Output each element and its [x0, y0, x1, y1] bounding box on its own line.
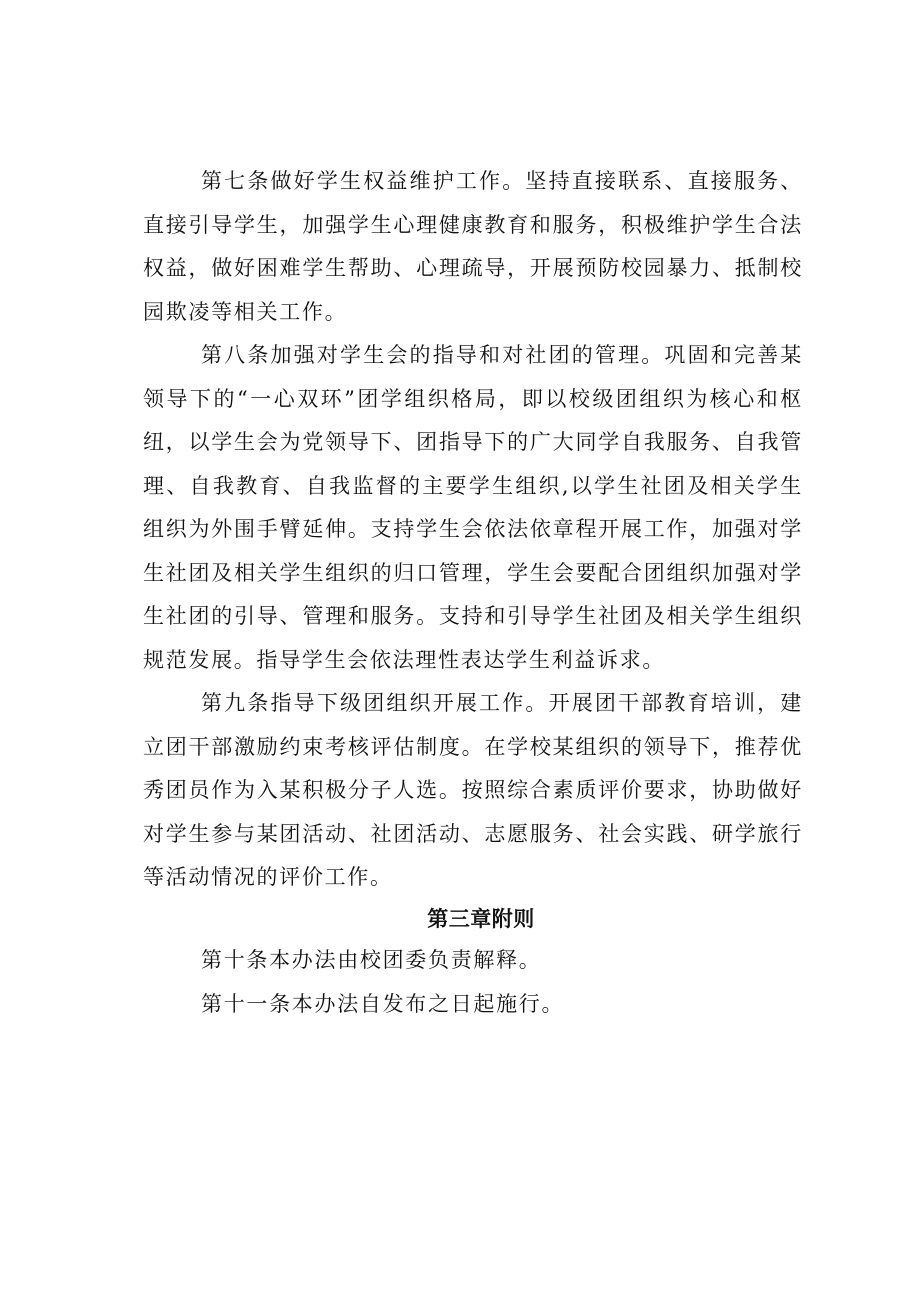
article-11-paragraph: 第十一条本办法自发布之日起施行。: [201, 991, 565, 1016]
article-8-paragraph: 第八条加强对学生会的指导和对社团的管理。巩固和完善某领导下的“一心双环”团学组织格局，即以校级团组织为核心和枢纽，以学生会为党领导下、团指导下的广大同学自我服务、自我管理、自我教育、自我监督的主要学生组织,以学生社团及相关学生组织为外围手臂延伸。支持学生会依法依章程开展工作，加强对学生社团及相关学生组织的归口管理，学生会要配合团组织加强对学生社团的引导、管理和服务。支持和引导学生社团及相关学生组织规范发展。指导学生会依法理性表达学生利益诉求。: [143, 343, 803, 672]
document-body: [143, 160, 803, 1026]
article-7-paragraph: 第七条做好学生权益维护工作。坚持直接联系、直接服务、直接引导学生，加强学生心理健康教育和服务，积极维护学生合法权益，做好困难学生帮助、心理疏导，开展预防校园暴力、抵制校园欺凌等相关工作。: [143, 169, 803, 324]
article-10-paragraph: 第十条本办法由校团委负责解释。: [201, 947, 542, 972]
article-9-paragraph: 第九条指导下级团组织开展工作。开展团干部教育培训，建立团干部激励约束考核评估制度。在学校某组织的领导下，推荐优秀团员作为入某积极分子人选。按照综合素质评价要求，协助做好对学生参与某团活动、社团活动、志愿服务、社会实践、研学旅行等活动情况的评价工作。: [143, 691, 803, 889]
chapter-heading: 第三章附则: [427, 906, 535, 931]
